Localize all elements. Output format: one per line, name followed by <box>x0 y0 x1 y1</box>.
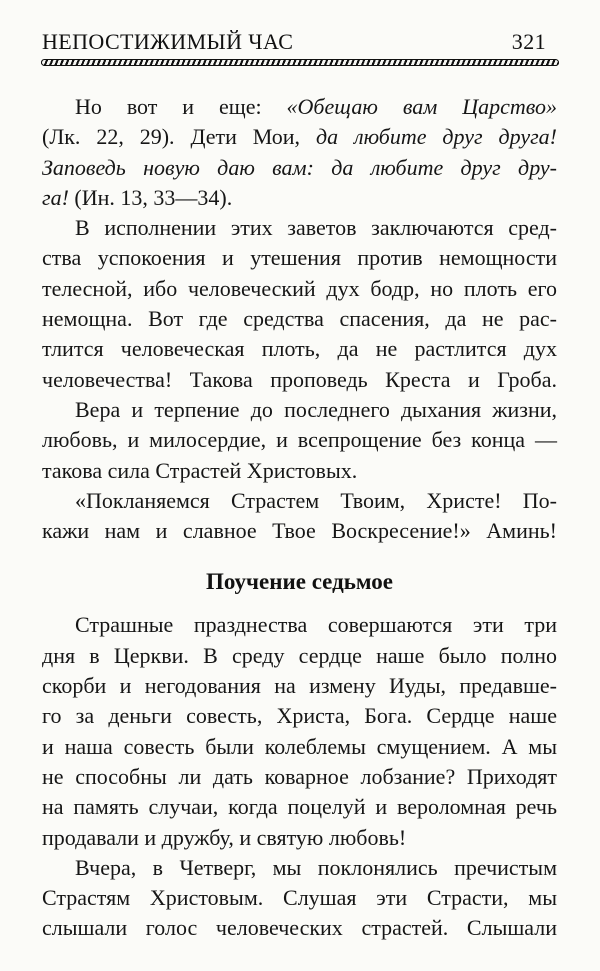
text-line <box>42 456 557 486</box>
text-line <box>42 883 557 913</box>
text-line <box>42 304 557 334</box>
paragraph <box>42 213 557 395</box>
text-line <box>42 395 557 425</box>
text-line <box>42 823 557 853</box>
text-line <box>42 792 557 822</box>
italic-text: га! <box>42 184 75 210</box>
text-segment: скорби и негодования на измену Иуды, предавше- <box>42 673 557 699</box>
text-segment: человечества! Такова проповедь Креста и Гроба. <box>42 366 557 392</box>
italic-text: да любите друг друга! <box>315 124 557 150</box>
text-segment: (Ин. 13, 33—34). <box>74 184 233 210</box>
paragraph <box>42 610 557 852</box>
text-segment: такова сила Страстей Христовых. <box>42 457 358 483</box>
text-line <box>42 243 557 273</box>
text-segment: (Лк. 22, 29). Дети Мои, <box>42 124 316 150</box>
text-segment: ства успокоения и утешения против немощности <box>42 245 557 271</box>
text-segment: слышали голос человеческих страстей. Слышали <box>42 915 557 941</box>
paragraph <box>42 395 557 486</box>
text-segment: Страстям Христовым. Слушая эти Страсти, мы <box>42 885 557 911</box>
text-segment: телесной, ибо человеческий дух бодр, но плоть его <box>42 275 557 301</box>
text-segment: тлится человеческая плоть, да не растлится дух <box>42 336 557 362</box>
page-body <box>0 66 600 944</box>
text-line <box>42 913 557 943</box>
text-segment: кажи нам и славное Твое Воскресение!» Аминь! <box>42 518 557 544</box>
text-segment: В исполнении этих заветов заключаются сред- <box>75 215 557 241</box>
text-line <box>42 762 557 792</box>
text-line <box>42 334 557 364</box>
text-line <box>42 425 557 455</box>
text-line <box>42 365 557 395</box>
paragraph <box>42 486 557 547</box>
page-number: 321 <box>511 29 546 54</box>
text-segment: дня в Церкви. В среду сердце наше было полно <box>42 642 557 668</box>
text-line <box>42 701 557 731</box>
paragraph <box>42 853 557 944</box>
text-segment: го за деньги совесть, Христа, Бога. Сердце наше <box>42 703 557 729</box>
italic-text: Заповедь новую даю вам: да любите друг дру- <box>42 154 557 180</box>
running-header <box>0 0 600 54</box>
text-segment: немощна. Вот где средства спасения, да не рас- <box>42 306 557 332</box>
text-line <box>42 122 557 152</box>
text-segment: и наша совесть были колеблемы смущением. А мы <box>42 733 557 759</box>
text-segment: «Покланяемся Страстем Твоим, Христе! По- <box>75 487 557 513</box>
text-segment: продавали и дружбу, и святую любовь! <box>42 824 407 850</box>
text-line <box>42 486 557 516</box>
text-line <box>42 516 557 546</box>
text-line <box>42 153 557 183</box>
text-line <box>42 183 557 213</box>
text-segment: Вчера, в Четверг, мы поклонялись пречистым <box>75 854 557 880</box>
text-line <box>42 671 557 701</box>
rope-divider <box>41 59 559 66</box>
text-line <box>42 274 557 304</box>
text-segment: любовь, и милосердие, и всепрощение без конца — <box>42 427 557 453</box>
text-line <box>42 610 557 640</box>
text-segment: Вера и терпение до последнего дыхания жизни, <box>75 396 557 422</box>
section-heading: Поучение седьмое <box>206 569 393 595</box>
text-line <box>42 732 557 762</box>
text-line <box>42 641 557 671</box>
text-segment: Страшные празднества совершаются эти три <box>75 612 557 638</box>
text-segment: не способны ли дать коварное лобзание? Приходят <box>42 763 557 789</box>
running-title: НЕПОСТИЖИМЫЙ ЧАС <box>42 29 294 54</box>
text-segment: Но вот и еще: <box>75 94 287 119</box>
text-line <box>42 213 557 243</box>
text-segment: на память случаи, когда поцелуй и вероломная речь <box>42 794 557 820</box>
paragraph <box>42 92 557 213</box>
italic-text: «Обещаю вам Царство» <box>286 94 557 119</box>
text-line <box>42 853 557 883</box>
text-line <box>42 92 557 122</box>
